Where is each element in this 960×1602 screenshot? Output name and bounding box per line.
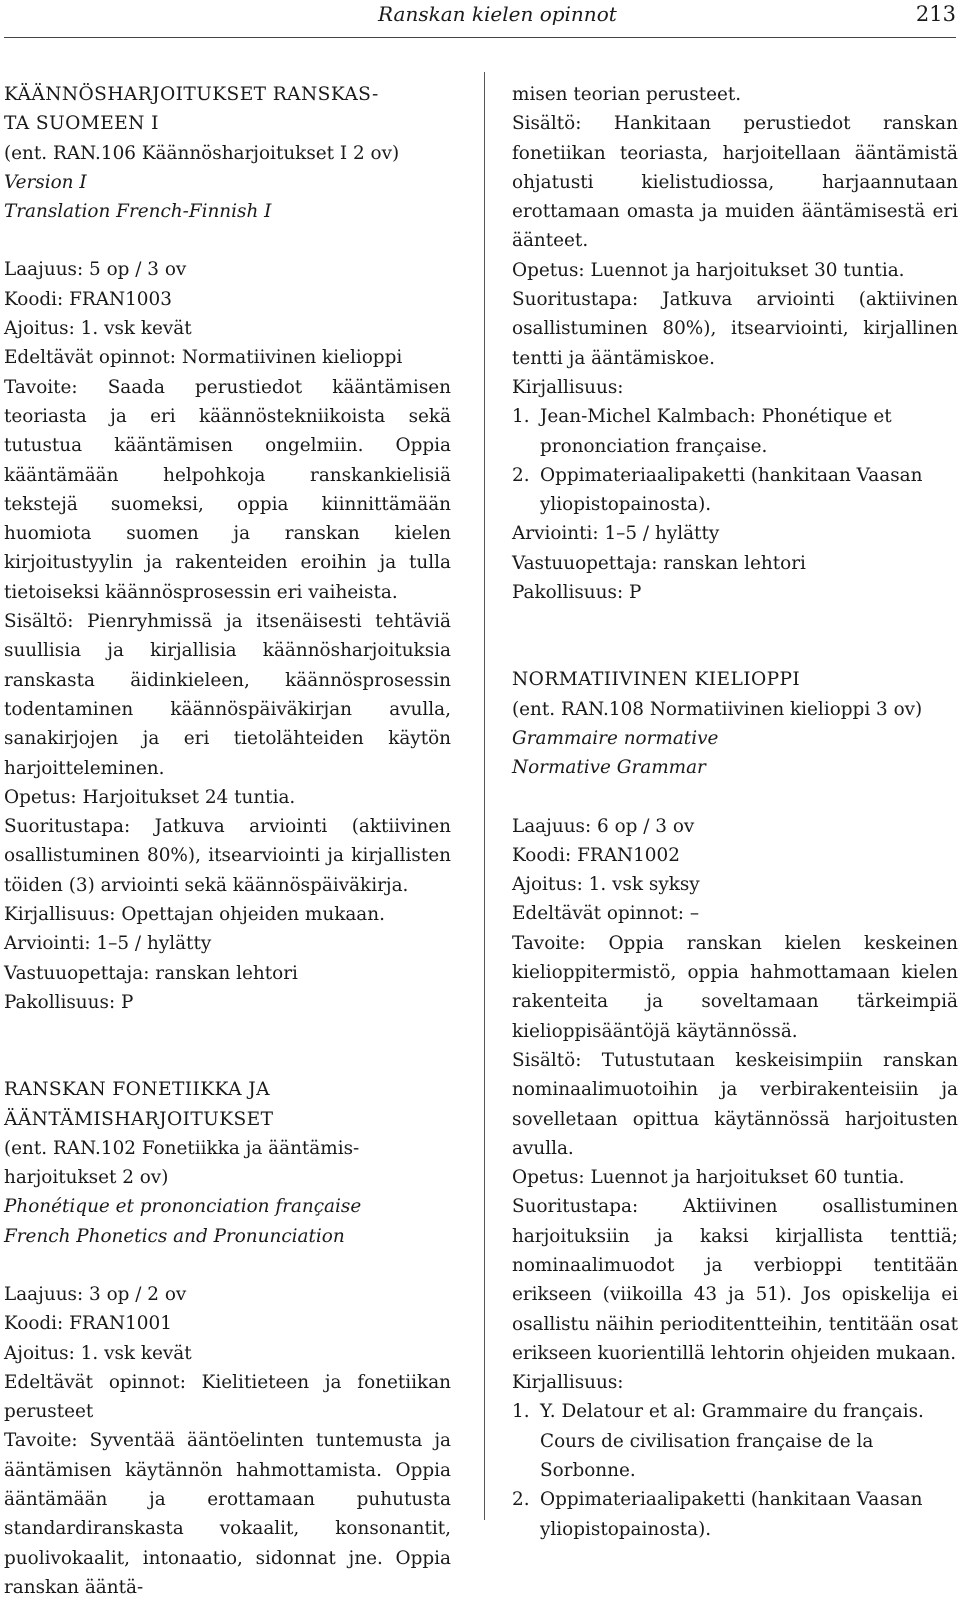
former-course: (ent. RAN.108 Normatiivinen kielioppi 3 ov) — [512, 698, 923, 720]
field-kirjallisuus: Kirjallisuus: — [512, 376, 624, 398]
field-laajuus: Laajuus: 6 op / 3 ov — [512, 815, 695, 837]
field-sisalto: Sisältö: Pienryhmissä ja itsenäisesti tehtäviä suullisia ja kirjallisia käännösharjoituksia ranskasta äidinkieleen, käännösprosessin todentaminen käännöspäiväkirjan avulla, sanakirjojen ja eri tietolähteiden käytön harjoitteleminen. — [4, 611, 451, 779]
field-opetus: Opetus: Luennot ja harjoitukset 60 tuntia. — [512, 1167, 905, 1189]
field-opetus: Opetus: Luennot ja harjoitukset 30 tuntia. — [512, 259, 905, 281]
left-column — [4, 80, 451, 1602]
literature-item: 1. Jean-Michel Kalmbach: Phonétique et prononciation française. — [512, 406, 892, 457]
running-head — [0, 0, 960, 38]
field-edeltavat: Edeltävät opinnot: – — [512, 903, 700, 925]
course-heading-line: RANSKAN FONETIIKKA JA — [4, 1079, 270, 1101]
field-laajuus: Laajuus: 3 op / 2 ov — [4, 1283, 187, 1305]
french-title: Phonétique et prononciation française — [4, 1196, 362, 1218]
tavoite-continuation: misen teorian perusteet. — [512, 84, 742, 105]
field-vastuuopettaja: Vastuuopettaja: ranskan lehtori — [512, 552, 806, 574]
running-title: Ranskan kielen opinnot — [378, 2, 617, 26]
literature-item: 2. Oppimateriaalipaketti (hankitaan Vaasan yliopistopainosta). — [512, 464, 923, 516]
field-ajoitus: Ajoitus: 1. vsk syksy — [512, 874, 700, 896]
column-divider — [484, 72, 485, 1520]
former-course: (ent. RAN.106 Käännösharjoitukset I 2 ov) — [4, 142, 400, 164]
course-kaannosharjoitukset — [4, 80, 451, 1017]
english-title: French Phonetics and Pronunciation — [4, 1225, 345, 1247]
right-column — [512, 80, 958, 1544]
literature-item: 1. Y. Delatour et al: Grammaire du français. Cours de civilisation française de la Sorbonne. — [512, 1401, 924, 1482]
field-pakollisuus: Pakollisuus: P — [4, 991, 134, 1013]
field-laajuus: Laajuus: 5 op / 3 ov — [4, 259, 187, 281]
field-koodi: Koodi: FRAN1003 — [4, 288, 172, 310]
english-title: Translation French-Finnish I — [4, 201, 272, 223]
field-edeltavat: Edeltävät opinnot: Normatiivinen kielioppi — [4, 347, 403, 369]
field-suoritustapa: Suoritustapa: Jatkuva arviointi (aktiivinen osallistuminen 80%), itsearviointi ja kirjallisten töiden (3) arviointi sekä käännöspäiväkirja. — [4, 816, 451, 896]
field-kirjallisuus: Kirjallisuus: — [512, 1372, 624, 1394]
french-title: Version I — [4, 171, 87, 193]
course-fonetiikka-continued — [512, 80, 958, 607]
field-sisalto: Sisältö: Hankitaan perustiedot ranskan fonetiikan teoriasta, harjoitellaan ääntämistä ohjatusti kielistudiossa, harjaannutaan erottamaan omasta ja muiden ääntämisestä eri äänteet. — [512, 113, 958, 252]
literature-item: 2. Oppimateriaalipaketti (hankitaan Vaasan yliopistopainosta). — [512, 1489, 923, 1540]
english-title: Normative Grammar — [512, 757, 706, 779]
field-ajoitus: Ajoitus: 1. vsk kevät — [4, 1342, 192, 1364]
course-fonetiikka — [4, 1075, 451, 1602]
field-kirjallisuus: Kirjallisuus: Opettajan ohjeiden mukaan. — [4, 904, 385, 926]
field-sisalto: Sisältö: Tutustutaan keskeisimpiin ranskan nominaalimuotoihin ja verbirakenteisiin ja sovelletaan opittua käytännössä harjoitusten avulla. — [512, 1049, 958, 1159]
course-heading: NORMATIIVINEN KIELIOPPI — [512, 669, 801, 691]
former-course: (ent. RAN.102 Fonetiikka ja ääntämis- — [4, 1137, 360, 1159]
field-tavoite: Tavoite: Oppia ranskan kielen keskeinen kielioppitermistö, oppia hahmottamaan kielen rakenteita ja soveltamaan tärkeimpiä kielioppisääntöjä käytännössä. — [512, 932, 958, 1042]
page-number: 213 — [915, 2, 956, 26]
course-heading-line: KÄÄNNÖSHARJOITUKSET RANSKAS- — [4, 84, 379, 105]
field-arviointi: Arviointi: 1–5 / hylätty — [512, 523, 720, 545]
field-tavoite: Tavoite: Saada perustiedot kääntämisen teoriasta ja eri käännöstekniikoista sekä tutustua kääntämisen ongelmiin. Oppia kääntämään helpohkoja ranskankielisiä tekstejä suomeksi, oppia kiinnittämään huomiota suomen ja ranskan kielen kirjoitustyylin ja rakenteiden eroihin ja tulla tietoiseksi käännösprosessin eri vaiheista. — [4, 376, 451, 603]
field-edeltavat: Edeltävät opinnot: Kielitieteen ja fonetiikan perusteet — [4, 1371, 451, 1423]
field-suoritustapa: Suoritustapa: Jatkuva arviointi (aktiivinen osallistuminen 80%), itsearviointi, kirjallinen tentti ja ääntämiskoe. — [512, 289, 958, 369]
field-koodi: Koodi: FRAN1001 — [4, 1313, 172, 1335]
field-pakollisuus: Pakollisuus: P — [512, 582, 642, 604]
course-heading-line: ÄÄNTÄMISHARJOITUKSET — [4, 1108, 274, 1130]
header-rule — [4, 37, 956, 38]
course-normatiivinen-kielioppi — [512, 665, 958, 1544]
field-opetus: Opetus: Harjoitukset 24 tuntia. — [4, 786, 296, 808]
field-suoritustapa: Suoritustapa: Aktiivinen osallistuminen harjoituksiin ja kaksi kirjallista tenttiä; nominaalimuodot ja verbioppi tentitään erikseen (viikoilla 43 ja 51). Jos opiskelija ei osallistu näihin perioditentteihin, tentitään osat erikseen kuorientillä lehtorin ohjeiden mukaan. — [512, 1196, 958, 1364]
former-course: harjoitukset 2 ov) — [4, 1167, 169, 1189]
field-vastuuopettaja: Vastuuopettaja: ranskan lehtori — [4, 962, 298, 984]
field-koodi: Koodi: FRAN1002 — [512, 844, 680, 866]
field-tavoite: Tavoite: Syventää ääntöelinten tuntemusta ja ääntämisen käytännön hahmottamista. Oppia ääntämään ja erottamaan puhutusta standardiranskasta vokaalit, konsonantit, puolivokaalit, intonaatio, sidonnat jne. Oppia ranskan ääntä- — [4, 1430, 451, 1598]
french-title: Grammaire normative — [512, 727, 719, 749]
field-ajoitus: Ajoitus: 1. vsk kevät — [4, 318, 192, 340]
course-heading-line: TA SUOMEEN I — [4, 113, 159, 135]
field-arviointi: Arviointi: 1–5 / hylätty — [4, 933, 212, 955]
